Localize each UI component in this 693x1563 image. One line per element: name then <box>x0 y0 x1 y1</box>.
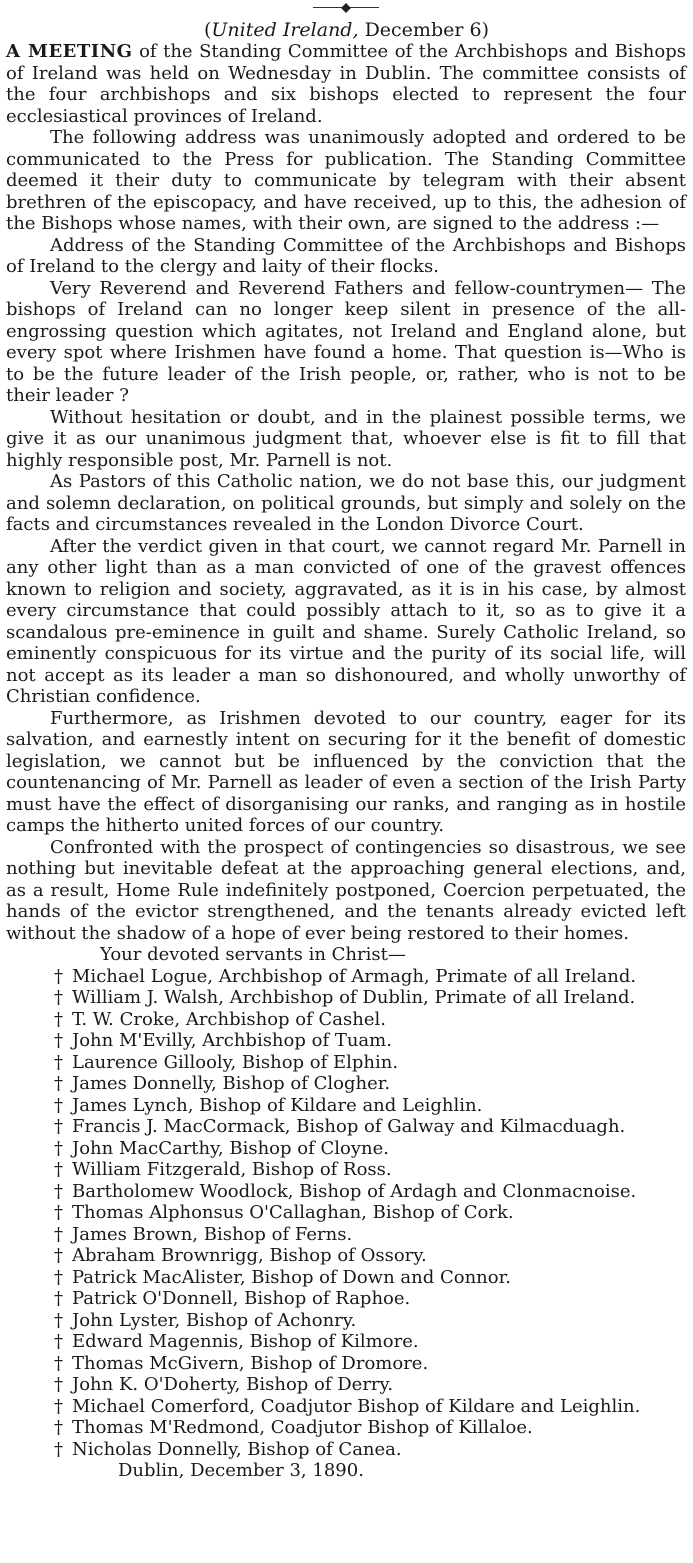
signatory-item <box>54 1245 686 1267</box>
dagger-icon: † <box>54 1309 63 1331</box>
signatory-item <box>54 1267 686 1289</box>
signatory-name: John K. O'Doherty, Bishop of Derry. <box>72 1374 394 1395</box>
signatory-name: James Brown, Bishop of Ferns. <box>72 1223 353 1245</box>
paragraph-confronted: Confronted with the prospect of contingencies so disastrous, we see nothing but inevitable defeat at the approaching general elections, and, as a result, Home Rule indefinitely postponed, Coercion perpetuated, the hands of the evictor strengthened, and the tenants already evicted left without the shadow of a hope of ever being restored to their homes. <box>6 836 686 944</box>
signatory-item <box>54 1288 686 1310</box>
signatory-name: Patrick O'Donnell, Bishop of Raphoe. <box>72 1288 411 1309</box>
signatory-item <box>54 966 686 988</box>
dagger-icon: † <box>54 1288 63 1309</box>
paragraph-pastors: As Pastors of this Catholic nation, we do not base this, our judgment and solemn declaration, on political grounds, but simply and solely on the facts and circumstances revealed in the London Divorce Court. <box>6 471 686 535</box>
signatory-name: James Lynch, Bishop of Kildare and Leighlin. <box>72 1094 483 1116</box>
dagger-icon: † <box>54 1159 63 1180</box>
paragraph-furthermore: Furthermore, as Irishmen devoted to our country, eager for its salvation, and earnestly intent on securing for it the benefit of domestic legislation, we cannot but be influenced by the conviction that the countenancing of Mr. Parnell as leader of even a section of the Irish Party must have the effect of disorganising our ranks, and ranging as in hostile camps the hitherto united forces of our country. <box>6 707 686 836</box>
dagger-icon: † <box>54 1202 63 1223</box>
signatory-item <box>54 1181 686 1203</box>
dagger-icon: † <box>54 1417 63 1438</box>
ornamental-rule <box>313 3 379 13</box>
dagger-icon: † <box>54 1245 63 1266</box>
lead-in: A MEETING <box>6 41 133 62</box>
dagger-icon: † <box>54 1331 63 1352</box>
closing-line: Your devoted servants in Christ— <box>100 944 406 965</box>
paragraph-1-text: of the Standing Committee of the Archbishops and Bishops of Ireland was held on Wednesday in Dublin. The committee consists of the four archbishops and six bishops elected to represent the four ecclesiastical provinces of Ireland. <box>6 41 686 127</box>
dagger-icon: † <box>54 1073 63 1094</box>
signatory-item <box>54 987 686 1009</box>
signatory-name: Nicholas Donnelly, Bishop of Canea. <box>72 1438 402 1460</box>
signatory-item <box>54 1009 686 1031</box>
signatory-item <box>54 1138 686 1160</box>
signatory-item <box>54 1030 686 1052</box>
dagger-icon: † <box>54 1223 63 1245</box>
signatory-item <box>54 1417 686 1439</box>
dagger-icon: † <box>54 1008 63 1030</box>
signatory-item <box>54 1116 686 1138</box>
signatory-item <box>54 1159 686 1181</box>
signatory-name: John MacCarthy, Bishop of Cloyne. <box>72 1137 389 1159</box>
signatory-name: Patrick MacAlister, Bishop of Down and Connor. <box>72 1266 511 1288</box>
signatory-name: John M'Evilly, Archbishop of Tuam. <box>72 1030 392 1051</box>
dagger-icon: † <box>54 987 63 1008</box>
dagger-icon: † <box>54 1030 63 1051</box>
signatory-item <box>54 1202 686 1224</box>
dagger-icon: † <box>54 1438 63 1460</box>
dagger-icon: † <box>54 1352 63 1374</box>
dagger-icon: † <box>54 1395 63 1417</box>
signatory-name: James Donnelly, Bishop of Clogher. <box>72 1073 391 1094</box>
signatory-list <box>6 966 686 1461</box>
paragraph-salutation: Very Reverend and Reverend Fathers and fellow-countrymen— The bishops of Ireland can no longer keep silent in presence of the all-engrossing question which agitates, not Ireland and England alone, but every spot where Irishmen have found a home. That question is—Who is to be the future leader of the Irish people, or, rather, who is not to be their leader ? <box>6 277 686 406</box>
signatory-item <box>54 1073 686 1095</box>
address-title: Address of the Standing Committee of the Archbishops and Bishops of Ireland to the clergy and laity of their flocks. <box>6 234 686 277</box>
dagger-icon: † <box>54 1094 63 1116</box>
dagger-icon: † <box>54 1051 63 1073</box>
paragraph-judgment: Without hesitation or doubt, and in the plainest possible terms, we give it as our unanimous judgment that, whoever else is fit to fill that highly responsible post, Mr. Parnell is not. <box>6 406 686 471</box>
signatory-item <box>54 1353 686 1375</box>
diamond-ornament-icon <box>341 3 351 13</box>
source-date: December 6 <box>364 19 482 41</box>
paragraph-verdict: After the verdict given in that court, we cannot regard Mr. Parnell in any other light than as a man convicted of one of the gravest offences known to religion and society, aggravated, as it is in his case, by almost every circumstance that could possibly attach to it, so as to give it a scandalous pre-eminence in guilt and shame. Surely Catholic Ireland, so eminently conspicuous for its virtue and the purity of its social life, will not accept as its leader a man so dishonoured, and wholly unworthy of Christian confidence. <box>6 535 686 707</box>
source-line: (United Ireland, December 6) <box>204 19 489 41</box>
signatory-name: William J. Walsh, Archbishop of Dublin, Primate of all Ireland. <box>72 987 636 1008</box>
dagger-icon: † <box>54 1266 63 1288</box>
source-paper: United Ireland, <box>211 19 359 41</box>
dateline: Dublin, December 3, 1890. <box>118 1460 364 1481</box>
signatory-name: Michael Logue, Archbishop of Armagh, Primate of all Ireland. <box>72 965 637 987</box>
signatory-name: John Lyster, Bishop of Achonry. <box>72 1309 357 1331</box>
signatory-item <box>54 1224 686 1246</box>
dagger-icon: † <box>54 1374 63 1395</box>
signatory-name: Thomas M'Redmond, Coadjutor Bishop of Killaloe. <box>72 1417 533 1438</box>
signatory-item <box>54 1331 686 1353</box>
signatory-name: Edward Magennis, Bishop of Kilmore. <box>72 1331 419 1352</box>
dagger-icon: † <box>54 1180 63 1202</box>
signatory-item <box>54 1095 686 1117</box>
signatory-item <box>54 1374 686 1396</box>
signatory-name: William Fitzgerald, Bishop of Ross. <box>72 1159 392 1180</box>
article-body <box>6 41 686 1482</box>
signatory-item <box>54 1396 686 1418</box>
signatory-name: Thomas Alphonsus O'Callaghan, Bishop of Cork. <box>72 1202 514 1223</box>
dagger-icon: † <box>54 1137 63 1159</box>
signatory-name: Bartholomew Woodlock, Bishop of Ardagh and Clonmacnoise. <box>72 1180 637 1202</box>
signatory-name: Michael Comerford, Coadjutor Bishop of Kildare and Leighlin. <box>72 1395 641 1417</box>
dagger-icon: † <box>54 1116 63 1137</box>
signatory-name: Francis J. MacCormack, Bishop of Galway and Kilmacduagh. <box>72 1116 626 1137</box>
signatory-item <box>54 1310 686 1332</box>
paragraph-2: The following address was unanimously adopted and ordered to be communicated to the Press for publication. The Standing Committee deemed it their duty to communicate by telegram with their absent brethren of the episcopacy, and have received, up to this, the adhesion of the Bishops whose names, with their own, are signed to the address :— <box>6 127 686 234</box>
signatory-name: Laurence Gillooly, Bishop of Elphin. <box>72 1051 399 1073</box>
signatory-item <box>54 1439 686 1461</box>
signatory-name: Thomas McGivern, Bishop of Dromore. <box>72 1352 429 1374</box>
dagger-icon: † <box>54 965 63 987</box>
paragraph-1 <box>6 41 686 127</box>
signatory-item <box>54 1052 686 1074</box>
signatory-name: Abraham Brownrigg, Bishop of Ossory. <box>72 1245 427 1266</box>
signatory-name: T. W. Croke, Archbishop of Cashel. <box>72 1008 386 1030</box>
